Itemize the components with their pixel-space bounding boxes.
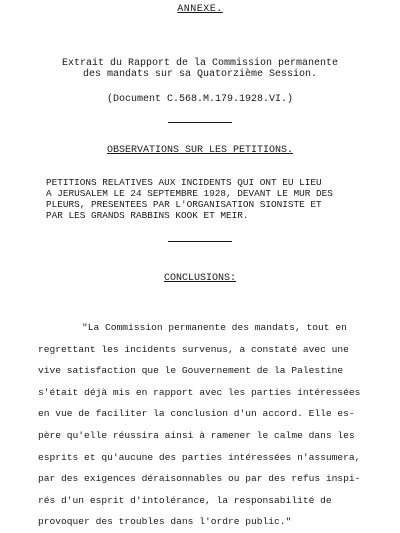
petitions-line: PETITIONS RELATIVES AUX INCIDENTS QUI ONT EU LIEU bbox=[46, 177, 322, 188]
petitions-line: PAR LES GRANDS RABBINS KOOK ET MEIR. bbox=[46, 210, 249, 221]
divider bbox=[168, 241, 232, 242]
extract-line: des mandats sur sa Quatorzième Session. bbox=[82, 69, 318, 80]
divider bbox=[168, 122, 232, 123]
petitions-line: A JERUSALEM LE 24 SEPTEMBRE 1928, DEVANT LE MUR DES bbox=[46, 188, 333, 199]
body-line: vive satisfaction que le Gouvernement de la Palestine bbox=[38, 365, 344, 377]
body-line: père qu'elle réussira ainsi à ramener le calme dans les bbox=[38, 429, 355, 441]
body-line: rés d'un esprit d'intolérance, la responsabilité de bbox=[38, 494, 332, 506]
annexe-heading: ANNEXE. bbox=[177, 4, 223, 15]
body-line: "La Commission permanente des mandats, tout en bbox=[82, 322, 347, 333]
body-line: par des exigences déraisonnables ou par des refus inspi- bbox=[38, 473, 361, 485]
conclusions-body bbox=[38, 317, 388, 533]
observations-heading: OBSERVATIONS SUR LES PETITIONS. bbox=[106, 145, 294, 156]
petitions-block bbox=[46, 177, 376, 221]
extract-block bbox=[0, 58, 400, 80]
body-line: esprits et qu'aucune des parties intéressées n'assumera, bbox=[38, 451, 361, 463]
extract-line: Extrait du Rapport de la Commission permanente bbox=[61, 58, 339, 69]
body-line: s'était déjà mis en rapport avec les parties intéressées bbox=[38, 386, 361, 398]
body-line: regrettant les incidents survenus, a constaté avec une bbox=[38, 343, 349, 355]
document-reference: (Document C.568.M.179.1928.VI.) bbox=[106, 94, 294, 105]
conclusions-heading: CONCLUSIONS: bbox=[163, 273, 236, 284]
body-line: en vue de faciliter la conclusion d'un accord. Elle es- bbox=[38, 408, 355, 420]
petitions-line: PLEURS, PRESENTEES PAR L'ORGANISATION SIONISTE ET bbox=[46, 199, 322, 210]
body-line: provoquer des troubles dans l'ordre public." bbox=[38, 516, 292, 528]
